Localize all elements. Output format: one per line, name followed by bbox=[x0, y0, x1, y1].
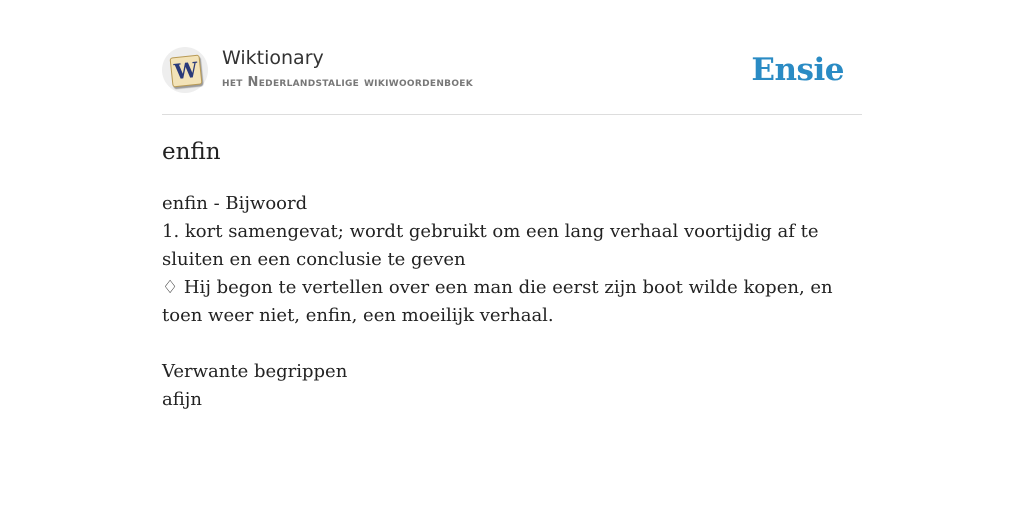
entry-title: enfin bbox=[162, 139, 221, 165]
wiktionary-logo[interactable] bbox=[162, 47, 208, 93]
site-name[interactable]: Wiktionary bbox=[222, 47, 324, 69]
section-spacer bbox=[162, 330, 852, 358]
related-term: afijn bbox=[162, 389, 202, 410]
site-header bbox=[162, 44, 862, 115]
definition: 1. kort samengevat; wordt gebruikt om een lang verhaal voortijdig af te sluiten en een conclusie te geven bbox=[162, 221, 819, 270]
part-of-speech-line: enfin - Bijwoord bbox=[162, 193, 308, 214]
site-tagline: het Nederlandstalige wikiwoordenboek bbox=[222, 75, 473, 90]
ensie-brand-link[interactable]: Ensie bbox=[751, 52, 844, 88]
entry-content bbox=[162, 190, 852, 414]
page bbox=[162, 0, 862, 512]
logo-letter: W bbox=[172, 56, 199, 85]
logo-tile-icon bbox=[170, 55, 203, 88]
example-sentence: ♢ Hij begon te vertellen over een man die eerst zijn boot wilde kopen, en toen weer niet, enfin, een moeilijk verhaal. bbox=[162, 277, 833, 326]
related-heading: Verwante begrippen bbox=[162, 361, 348, 382]
